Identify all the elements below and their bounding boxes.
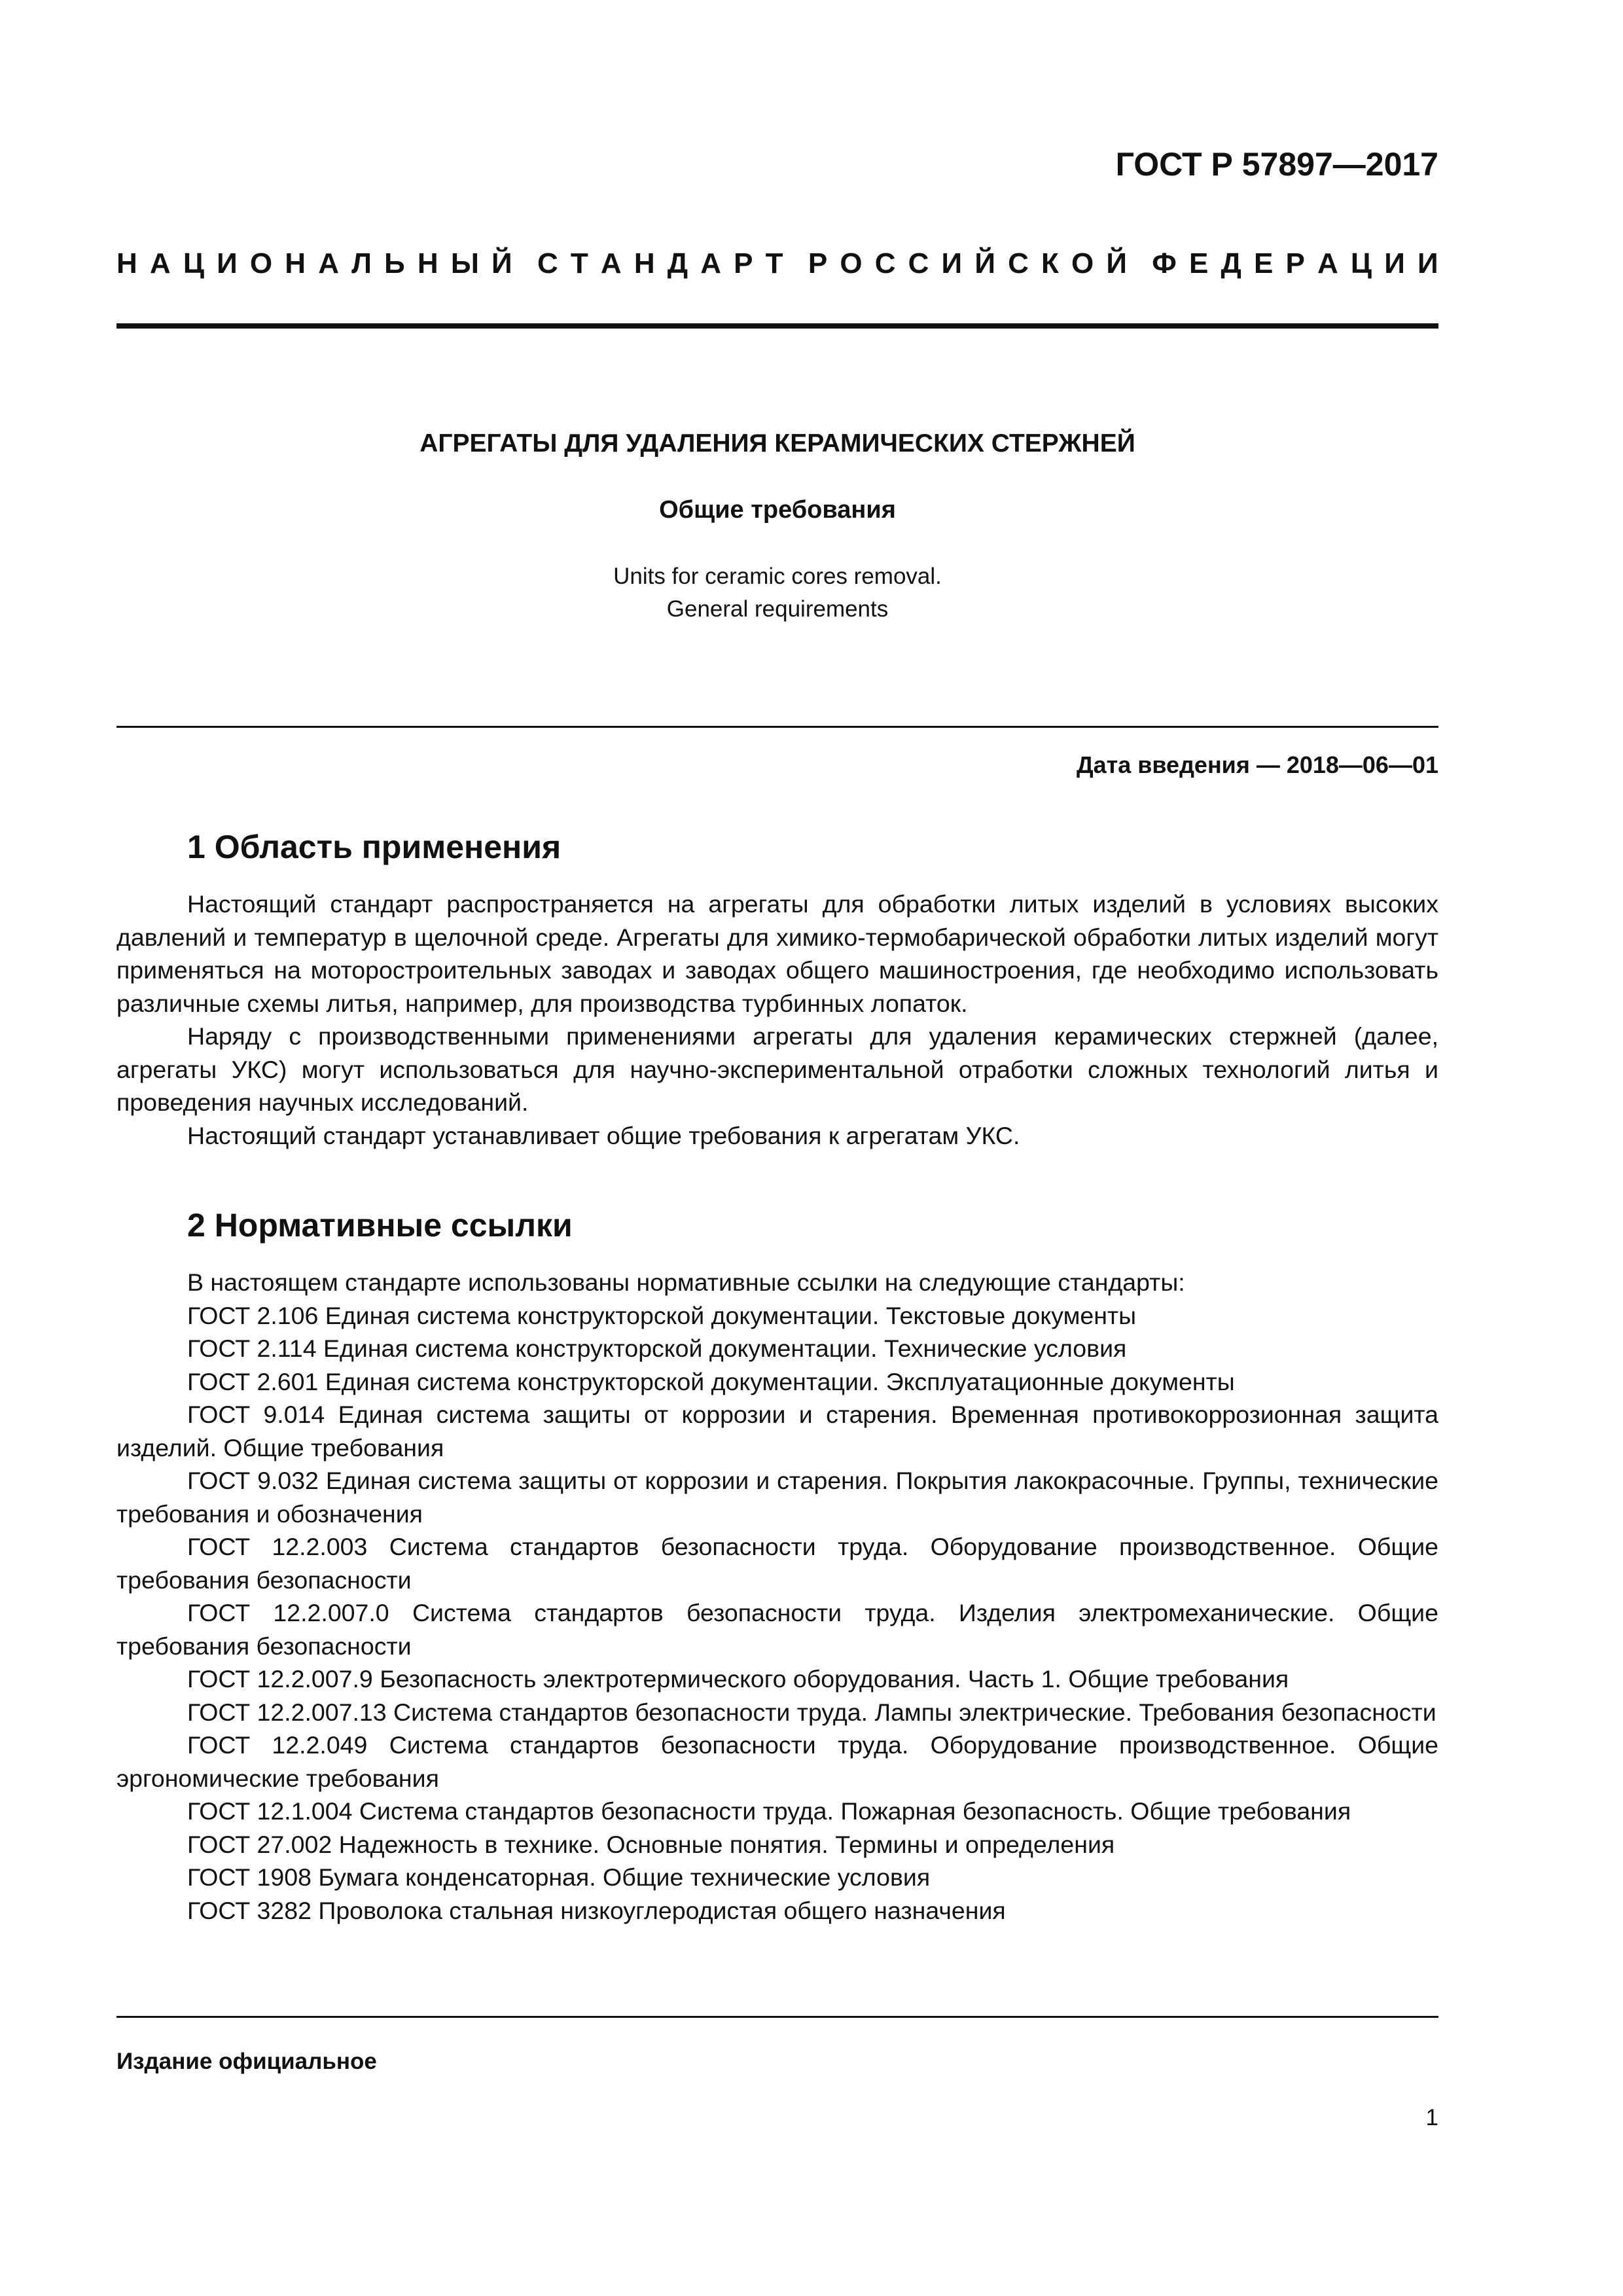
banner-letter: Р: [808, 247, 828, 279]
banner-letter: О: [1071, 247, 1094, 279]
section-2-heading: 2 Нормативные ссылки: [187, 1207, 573, 1244]
reference-item: ГОСТ 12.2.007.9 Безопасность электротермического оборудования. Часть 1. Общие требования: [187, 1665, 1289, 1693]
reference-item: ГОСТ 27.002 Надежность в технике. Основные понятия. Термины и определения: [187, 1830, 1115, 1858]
reference-item: ГОСТ 12.2.003 Система стандартов безопасности труда. Оборудование производственное. Общие требования безопасности: [116, 1533, 1438, 1594]
reference-item: ГОСТ 9.032 Единая система защиты от коррозии и старения. Покрытия лакокрасочные. Группы, технические требования и обозначения: [116, 1467, 1438, 1528]
paragraph: Настоящий стандарт распространяется на агрегаты для обработки литых изделий в условиях высоких давлений и температур в щелочной среде. Агрегаты для химико-термобарической обработки литых изделий могут применяться на моторостроительных заводах и заводах общего машиностроения, где необходимо использовать различные схемы литья, например, для производства турбинных лопаток.: [116, 890, 1438, 1017]
reference-item: ГОСТ 9.014 Единая система защиты от коррозии и старения. Временная противокоррозионная защита изделий. Общие требования: [116, 1401, 1438, 1462]
reference-item: ГОСТ 12.2.049 Система стандартов безопасности труда. Оборудование производственное. Общие эргономические требования: [116, 1731, 1438, 1792]
paragraph: Наряду с производственными применениями агрегаты для удаления керамических стержней (далее, агрегаты УКС) могут использоваться для научно-экспериментальной отработки сложных технологий литья и проведения научных исследований.: [116, 1022, 1438, 1116]
document-subtitle: Общие требования: [659, 496, 896, 524]
english-title-line-2: General requirements: [666, 596, 889, 622]
reference-item: ГОСТ 2.106 Единая система конструкторской документации. Текстовые документы: [187, 1301, 1137, 1329]
english-title-line-1: Units for ceramic cores removal.: [613, 564, 942, 589]
reference-item: ГОСТ 2.114 Единая система конструкторской документации. Технические условия: [187, 1335, 1127, 1362]
page-number: 1: [1425, 2105, 1438, 2130]
banner-letter: Р: [1285, 247, 1305, 279]
document-code: ГОСТ Р 57897—2017: [1115, 146, 1438, 183]
footer-rule: [116, 2016, 1438, 2018]
section-1-heading: 1 Область применения: [187, 829, 562, 865]
header-rule: [116, 323, 1438, 329]
banner-letter: О: [249, 247, 273, 279]
banner-letter: Й: [974, 247, 995, 279]
national-standard-banner: [116, 247, 1438, 280]
banner-letter: Д: [1221, 247, 1241, 279]
banner-letter: И: [1384, 247, 1405, 279]
banner-letter: И: [941, 247, 963, 279]
banner-letter: Е: [1253, 247, 1274, 279]
banner-letter: А: [318, 247, 339, 279]
banner-letter: Ы: [450, 247, 479, 279]
banner-letter: Л: [351, 247, 372, 279]
banner-letter: Н: [116, 247, 137, 279]
banner-letter: Р: [734, 247, 753, 279]
section-2-text: [116, 1266, 1438, 1927]
document-title: АГРЕГАТЫ ДЛЯ УДАЛЕНИЯ КЕРАМИЧЕСКИХ СТЕРЖНЕЙ: [419, 429, 1135, 457]
banner-letter: И: [1417, 247, 1438, 279]
banner-letter: А: [1317, 247, 1338, 279]
section-1-text: [116, 888, 1438, 1152]
banner-letter: Н: [285, 247, 306, 279]
banner-letter: А: [149, 247, 171, 279]
reference-item: ГОСТ 12.1.004 Система стандартов безопасности труда. Пожарная безопасность. Общие требования: [187, 1797, 1351, 1825]
banner-letter: К: [1041, 247, 1059, 279]
document-body: [116, 823, 1438, 1927]
reference-item: ГОСТ 1908 Бумага конденсаторная. Общие технические условия: [187, 1863, 931, 1891]
english-title: [116, 560, 1438, 626]
banner-letter: Д: [667, 247, 688, 279]
banner-letter: О: [840, 247, 863, 279]
banner-letter: Н: [417, 247, 438, 279]
banner-letter: А: [600, 247, 622, 279]
banner-letter: Й: [491, 247, 512, 279]
title-rule: [116, 726, 1438, 728]
banner-letter: Н: [633, 247, 655, 279]
banner-letter: А: [700, 247, 722, 279]
banner-letter: С: [908, 247, 929, 279]
reference-item: ГОСТ 12.2.007.13 Система стандартов безопасности труда. Лампы электрические. Требования безопасности: [187, 1698, 1436, 1726]
edition-label: Издание официальное: [116, 2049, 377, 2074]
reference-item: ГОСТ 2.601 Единая система конструкторской документации. Эксплуатационные документы: [187, 1367, 1235, 1395]
banner-letter: Ц: [1350, 247, 1372, 279]
paragraph: В настоящем стандарте использованы нормативные ссылки на следующие стандарты:: [187, 1268, 1185, 1296]
reference-item: ГОСТ 3282 Проволока стальная низкоуглеродистая общего назначения: [187, 1896, 1006, 1924]
banner-letter: С: [537, 247, 558, 279]
banner-letter: С: [874, 247, 896, 279]
banner-letter: Ь: [384, 247, 405, 279]
banner-letter: Й: [1106, 247, 1127, 279]
banner-letter: И: [217, 247, 238, 279]
introduction-date: Дата введения — 2018—06—01: [1076, 751, 1438, 778]
banner-letter: С: [1008, 247, 1029, 279]
banner-letter: Е: [1188, 247, 1209, 279]
reference-item: ГОСТ 12.2.007.0 Система стандартов безопасности труда. Изделия электромеханические. Общие требования безопасности: [116, 1599, 1438, 1660]
paragraph: Настоящий стандарт устанавливает общие требования к агрегатам УКС.: [187, 1121, 1020, 1149]
banner-letter: Т: [570, 247, 588, 279]
banner-letter: Ц: [183, 247, 204, 279]
banner-letter: Ф: [1152, 247, 1177, 279]
banner-letter: Т: [765, 247, 783, 279]
